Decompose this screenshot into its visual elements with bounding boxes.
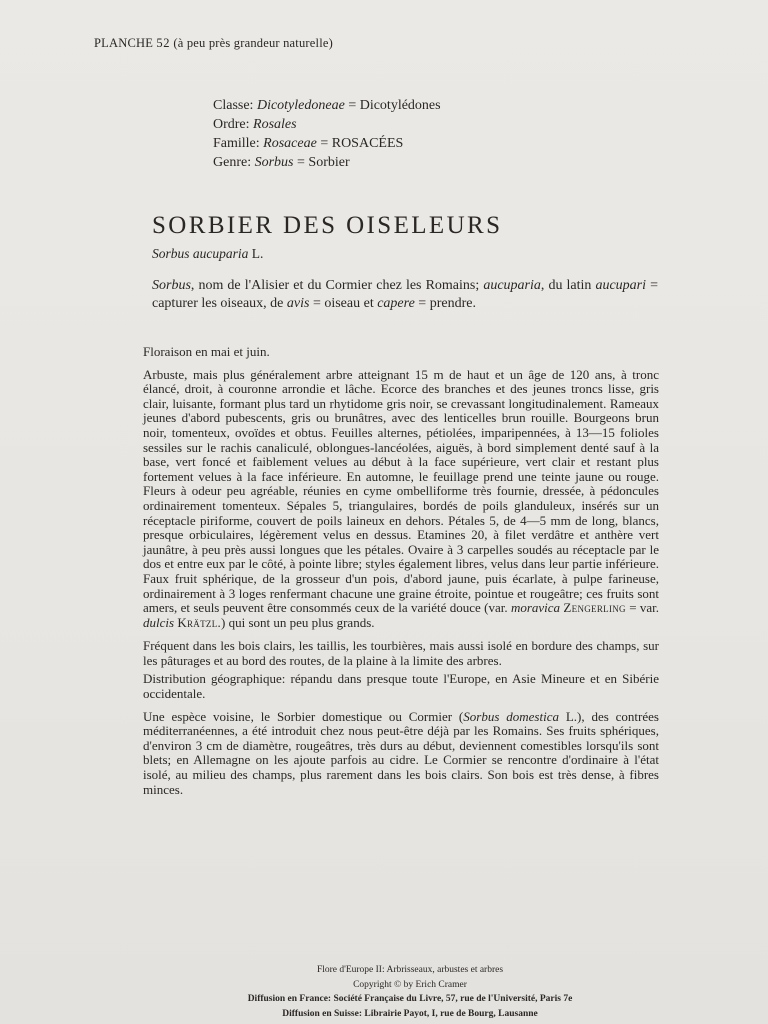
classe-french: Dicotylédones	[359, 98, 441, 113]
related-species-name: Sorbus domestica	[463, 708, 559, 724]
habitat-paragraph: Fréquent dans les bois clairs, les taillis, les tourbières, mais aussi isolé en bordure des champs, sur les pâturages et au bord des routes, de la plaine à la limite des arbres.	[143, 638, 659, 668]
related-text: Une espèce voisine, le Sorbier domestique ou Cormier (	[143, 708, 464, 724]
distribution-suisse: Diffusion en Suisse: Librairie Payot, I, rue de Bourg, Lausanne	[282, 1008, 538, 1019]
taxonomy-classification	[213, 96, 441, 172]
species-title: SORBIER DES OISELEURS	[152, 212, 503, 239]
classe-line	[213, 96, 441, 115]
plate-number: 52	[156, 36, 171, 50]
etymology-paragraph	[152, 277, 658, 313]
genre-equals: =	[297, 155, 305, 170]
related-text: L.), des contrées méditerranéennes, a été introduit chez nous peut-être déjà par les Romains. Ses fruits sphériques, d'environ 3 cm de diamètre, rougeâtres, très durs au début, deviennent comestibles lorsqu'ils sont blets; en Allemagne on les ajoute parfois au cidre. Le Cormier se rencontre d'ordinaire à l'état isolé, au milieu des champs, plus rarement dans les bois clairs. Son bois est très dense, à fibres minces.	[143, 708, 659, 797]
flowering-period: Floraison en mai et juin.	[143, 344, 270, 359]
etym-text: , du latin	[540, 278, 596, 293]
genre-line	[213, 153, 441, 172]
plate-note: (à peu près grandeur naturelle)	[173, 36, 333, 50]
classe-equals: =	[348, 98, 357, 113]
related-species-paragraph	[143, 710, 659, 798]
famille-equals: =	[320, 136, 329, 151]
etym-term-aucupari: aucupari	[595, 278, 647, 293]
plate-label: PLANCHE	[94, 36, 154, 50]
binomial-name	[152, 246, 263, 262]
famille-line	[213, 134, 441, 153]
genre-french: Sorbier	[308, 155, 350, 170]
genre-latin: Sorbus	[254, 155, 294, 170]
variety-moravica: moravica	[510, 600, 561, 616]
copyright-line: Copyright © by Erich Cramer	[353, 979, 467, 990]
classe-latin: Dicotyledoneae	[256, 98, 345, 113]
ordre-label: Ordre:	[213, 117, 250, 132]
morphology-text: = var.	[625, 600, 660, 616]
morphology-text: ) qui sont un peu plus grands.	[221, 614, 375, 630]
etym-term-capere: capere	[377, 296, 415, 311]
morphology-text: Arbuste, mais plus généralement arbre atteignant 15 m de haut et un âge de 120 ans, à tronc élancé, droit, à couronne arrondie et lâche. Ecorce des branches et des jeunes troncs lisse, gris clair, luisante, formant plus tard un rhytidome gris noir, se crevassant longitudinalement. Rameaux jeunes d'abord pubescents, gris ou brunâtres, avec des lenticelles brun rouille. Bourgeons brun noir, tomenteux, ovoïdes et obtus. Feuilles alternes, pétiolées, imparipennées, à 13—15 folioles sessiles sur le rachis canaliculé, oblongues-lancéolées, aiguës, à bord simplement denté sauf à la base, vert foncé et faiblement velues au début à la face supérieure, vert clair et restant plus fortement velues à la face inférieure. En automne, le feuillage prend une teinte jaune ou rouge. Fleurs à odeur peu agréable, réunies en cyme ombelliforme très fournie, dressée, à pédoncules ordinairement tomenteux. Sépales 5, triangulaires, bordés de poils glanduleux, insérés sur un réceptacle piriforme, couvert de poils laineux en dehors. Pétales 5, de 4—5 mm de long, blancs, presque orbiculaires, légèrement velus en dessus. Etamines 20, à filet verdâtre et anthère vert jaunâtre, à peu près aussi longues que les pétales. Ovaire à 3 carpelles soudés au réceptacle par le dos et entre eux par le côté, à pointe libre; styles également libres, velus dans leur partie inférieure. Faux fruit sphérique, de la grosseur d'un pois, d'abord jaune, puis écarlate, à pulpe farineuse, ordinairement à 3 loges renfermant chacune une graine étroite, pointue et rougeâtre; ces fruits sont amers, et seuls peuvent être consommés ceux de la variété douce (var.	[143, 366, 659, 616]
etym-term-sorbus: Sorbus	[152, 278, 191, 293]
genre-label: Genre:	[213, 155, 252, 170]
famille-latin: Rosaceae	[263, 136, 317, 151]
etym-text: = capturer les oiseaux, de	[152, 278, 658, 311]
etym-text: = oiseau et	[309, 296, 378, 311]
author-kratzl: Krätzl.	[177, 614, 222, 630]
etym-term-aucuparia: aucuparia	[483, 278, 541, 293]
etym-text: = prendre.	[414, 296, 476, 311]
publisher-footer	[240, 963, 580, 1021]
binomial-author: L.	[251, 246, 264, 261]
ordre-line	[213, 115, 441, 134]
series-line: Flore d'Europe II: Arbrisseaux, arbustes et arbres	[316, 965, 504, 975]
variety-dulcis: dulcis	[143, 614, 175, 630]
famille-french: ROSACÉES	[331, 136, 404, 151]
morphology-paragraph	[143, 368, 659, 631]
famille-label: Famille:	[213, 136, 260, 151]
distribution-france: Diffusion en France: Société Française du Livre, 57, rue de l'Université, Paris 7e	[247, 994, 573, 1005]
etym-text: , nom de l'Alisier et du Cormier chez les Romains;	[190, 278, 484, 293]
description-body	[143, 345, 659, 803]
distribution-paragraph: Distribution géographique: répandu dans presque toute l'Europe, en Asie Mineure et en Sibérie occidentale.	[143, 671, 659, 702]
classe-label: Classe:	[213, 98, 254, 113]
etym-term-avis: avis	[286, 296, 310, 311]
plate-header	[94, 36, 333, 51]
ordre-latin: Rosales	[253, 117, 297, 132]
author-zengerling: Zengerling	[563, 600, 626, 616]
binomial-latin: Sorbus aucuparia	[152, 246, 249, 261]
